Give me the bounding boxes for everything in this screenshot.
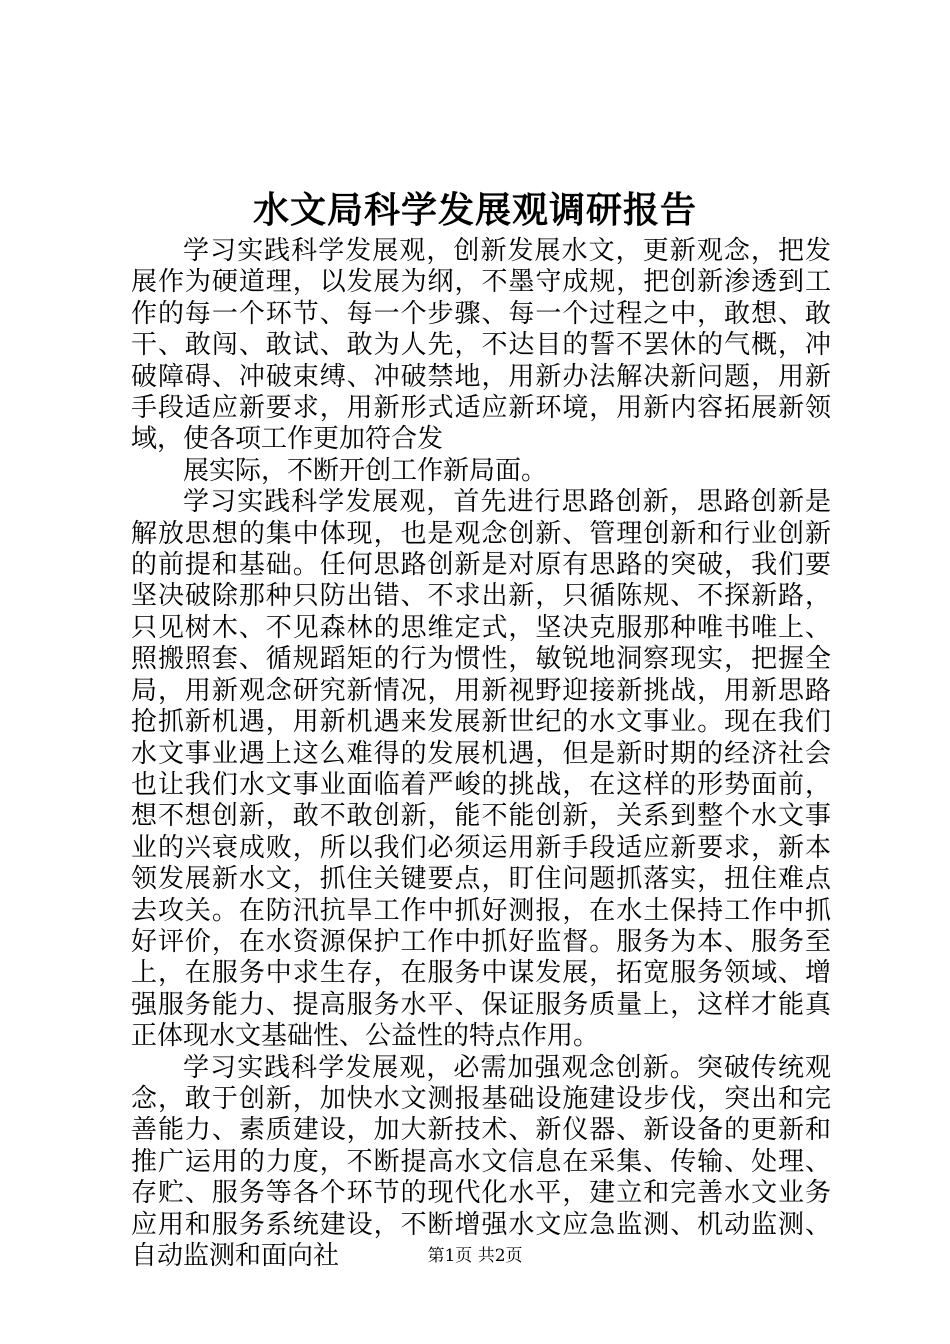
paragraph: 展实际，不断开创工作新局面。	[183, 455, 548, 486]
document-body	[131, 236, 831, 1272]
paragraph: 学习实践科学发展观，必需加强观念创新。突破传统观念，敢于创新，加快水文测报基础设施建设步伐，突出和完善能力、素质建设，加大新技术、新仪器、新设备的更新和推广运用的力度，不断提高水文信息在采集、传输、处理、存贮、服务等各个环节的现代化水平，建立和完善水文业务应用和服务系统建设，不断增强水文应急监测、机动监测、自动监测和面向社	[131, 1052, 831, 1271]
page-footer: 第1页 共2页	[427, 1246, 523, 1266]
paragraph: 学习实践科学发展观，创新发展水文，更新观念，把发展作为硬道理，以发展为纲，不墨守成规，把创新渗透到工作的每一个环节、每一个步骤、每一个过程之中，敢想、敢干、敢闯、敢试、敢为人先，不达目的誓不罢休的气概，冲破障碍、冲破束缚、冲破禁地，用新办法解决新问题，用新手段适应新要求，用新形式适应新环境，用新内容拓展新领域，使各项工作更加符合发	[131, 236, 831, 455]
document-title: 水文局科学发展观调研报告	[252, 189, 697, 231]
paragraph: 学习实践科学发展观，首先进行思路创新，思路创新是解放思想的集中体现，也是观念创新、管理创新和行业创新的前提和基础。任何思路创新是对原有思路的突破，我们要坚决破除那种只防出错、不求出新，只循陈规、不探新路，只见树木、不见森林的思维定式，坚决克服那种唯书唯上、照搬照套、循规蹈矩的行为惯性，敏锐地洞察现实，把握全局，用新观念研究新情况，用新视野迎接新挑战，用新思路抢抓新机遇，用新机遇来发展新世纪的水文事业。现在我们水文事业遇上这么难得的发展机遇，但是新时期的经济社会也让我们水文事业面临着严峻的挑战，在这样的形势面前，想不想创新，敢不敢创新，能不能创新，关系到整个水文事业的兴衰成败，所以我们必须运用新手段适应新要求，新本领发展新水文，抓住关键要点，盯住问题抓落实，扭住难点去攻关。在防汛抗旱工作中抓好测报，在水土保持工作中抓好评价，在水资源保护工作中抓好监督。服务为本、服务至上，在服务中求生存，在服务中谋发展，拓宽服务领域、增强服务能力、提高服务水平、保证服务质量上，这样才能真正体现水文基础性、公益性的特点作用。	[131, 487, 831, 1052]
